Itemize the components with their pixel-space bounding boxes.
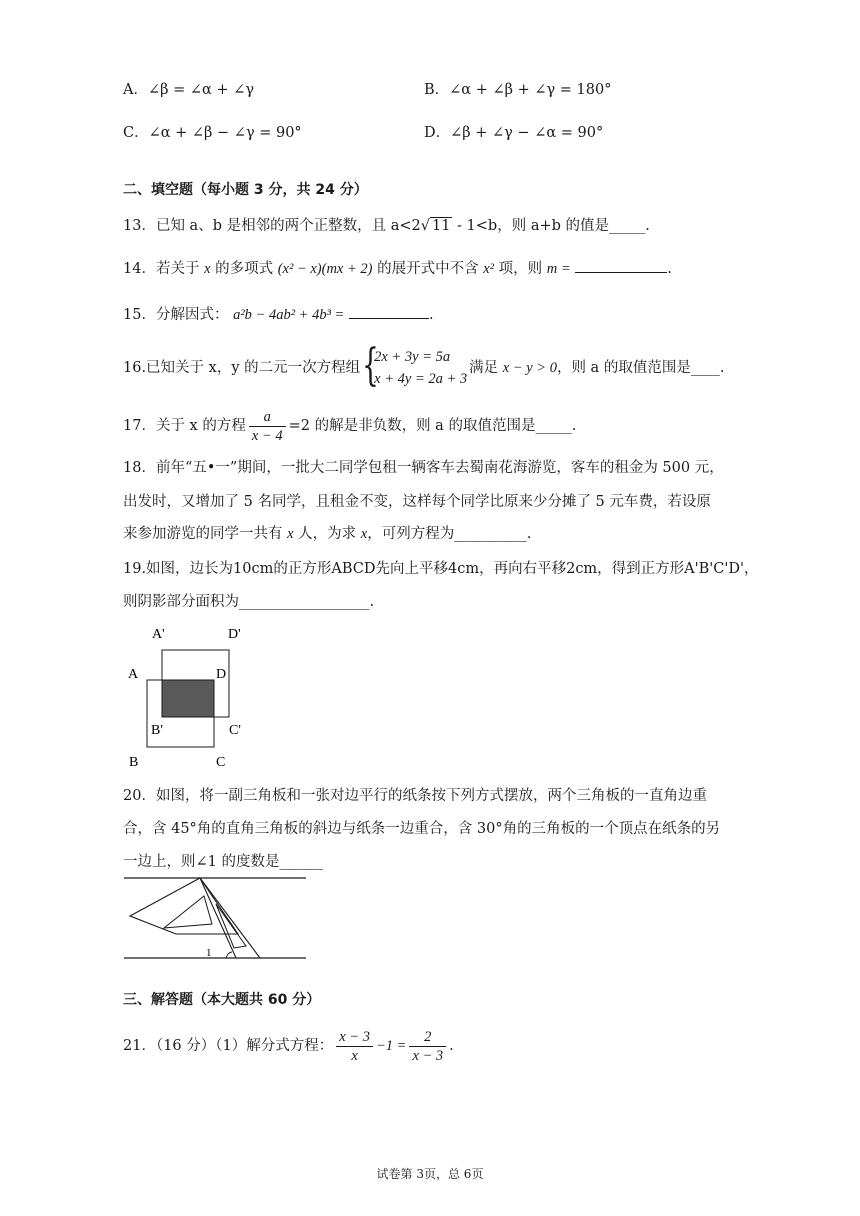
q14-polynomial: (x² − x)(mx + 2) <box>277 261 373 277</box>
question-15 <box>123 304 434 325</box>
q14-m: m = <box>546 261 571 277</box>
label-c-prime: C' <box>229 723 241 738</box>
option-d: D．∠β + ∠γ − ∠α = 90° <box>424 125 604 141</box>
q14-post: 项，则 <box>498 261 543 277</box>
question-21 <box>123 1024 454 1068</box>
q17-numerator: a <box>249 408 286 427</box>
angle-1-arc <box>226 952 232 958</box>
triangle-45-inner <box>164 896 212 928</box>
q21-pre: 21．（16 分）（1）解分式方程： <box>123 1038 334 1054</box>
label-b: B <box>129 755 139 770</box>
q13-text-pre: 13．已知 a、b 是相邻的两个正整数，且 a<2 <box>123 218 421 234</box>
q18-var-x-1: x <box>287 526 294 542</box>
q13-radicand: 11 <box>431 218 451 234</box>
q21-right-denominator: x − 3 <box>412 1047 444 1064</box>
q16-pre: 16.已知关于 x，y 的二元一次方程组 <box>123 360 361 376</box>
question-18-line-2: 出发时，又增加了 5 名同学，且租金不变，这样每个同学比原来少分摊了 5 元车费，若设原 <box>123 494 711 510</box>
question-18-line-3 <box>123 524 531 544</box>
equation-2: x + 4y = 2a + 3 <box>374 371 468 387</box>
q16-mid: 满足 <box>469 360 499 376</box>
page-footer: 试卷第 3页，总 6页 <box>376 1167 484 1181</box>
label-d-prime: D' <box>228 627 241 642</box>
question-18-line-1: 18．前年“五•一”期间，一批大二同学包租一辆客车去蜀南花海游览，客车的租金为 500 元， <box>123 460 724 476</box>
q21-right-numerator: 2 <box>409 1028 446 1047</box>
square-translation-figure <box>120 620 260 770</box>
q15-end: . <box>428 307 434 323</box>
question-20-line-1: 20．如图，将一副三角板和一张对边平行的纸条按下列方式摆放，两个三角板的一直角边重 <box>123 788 707 804</box>
q14-end: . <box>667 261 672 277</box>
q17-denominator: x − 4 <box>251 427 283 444</box>
brace-symbol: { <box>362 340 379 391</box>
question-16 <box>123 340 725 391</box>
q15-expression: a²b − 4ab² + 4b³ = <box>233 307 345 323</box>
q14-pre: 14．若关于 <box>123 261 200 277</box>
label-a: A <box>128 667 139 682</box>
equation-system <box>362 340 468 391</box>
q18-var-x-2: x <box>360 526 368 542</box>
q21-left-numerator: x − 3 <box>336 1028 373 1047</box>
question-17 <box>123 406 576 446</box>
q16-condition: x − y > 0 <box>502 360 557 376</box>
section-title-solve: 三、解答题（本大题共 60 分） <box>123 992 321 1008</box>
q17-fraction <box>249 408 286 445</box>
q14-mid: 的多项式 <box>215 261 274 277</box>
q18-line3a: 来参加游览的同学一共有 <box>123 526 283 542</box>
q21-left-denominator: x <box>351 1047 358 1064</box>
q17-post: =2 的解是非负数，则 a 的取值范围是_____. <box>288 418 577 434</box>
q14-x-squared: x² <box>483 261 494 277</box>
q14-answer-blank <box>575 258 667 273</box>
q21-fraction-left <box>336 1028 373 1065</box>
q14-mid2: 的展开式中不含 <box>377 261 479 277</box>
question-20-line-3: 一边上，则∠1 的度数是______ <box>123 854 323 870</box>
section-title-fill-in: 二、填空题（每小题 3 分，共 24 分） <box>123 182 368 198</box>
option-b: B．∠α + ∠β + ∠γ = 180° <box>424 82 612 98</box>
question-19-line-1: 19.如图，边长为10cm的正方形ABCD先向上平移4cm，再向右平移2cm，得到正方形A'B'C'D'， <box>123 561 759 577</box>
label-d: D <box>216 667 227 682</box>
question-19-line-2: 则阴影部分面积为__________________. <box>123 594 375 610</box>
q15-answer-blank <box>349 304 429 319</box>
question-14 <box>123 258 672 279</box>
q13-text-post: - 1<b，则 a+b 的值是_____. <box>452 218 650 234</box>
sqrt-symbol: √ 11 <box>420 218 451 234</box>
question-20-line-2: 合，含 45°角的直角三角板的斜边与纸条一边重合，含 30°角的三角板的一个顶点在纸条的另 <box>123 821 721 837</box>
triangle-30-inner <box>216 904 246 948</box>
question-13 <box>123 216 650 236</box>
label-c: C <box>216 755 226 770</box>
equation-1: 2x + 3y = 5a <box>374 349 451 365</box>
option-c: C．∠α + ∠β − ∠γ = 90° <box>123 125 302 141</box>
shaded-region <box>162 680 214 717</box>
q18-line3c: ，可列方程为__________. <box>367 526 532 542</box>
q16-post: ，则 a 的取值范围是____. <box>556 360 725 376</box>
q15-pre: 15．分解因式： <box>123 307 229 323</box>
q21-middle: −1 = <box>375 1038 407 1054</box>
triangle-30-outer <box>200 878 260 958</box>
option-a: A．∠β = ∠α + ∠γ <box>123 82 254 98</box>
q14-var-x: x <box>204 261 211 277</box>
q18-line3b: 人，为求 <box>298 526 357 542</box>
label-b-prime: B' <box>151 723 163 738</box>
label-a-prime: A' <box>152 627 165 642</box>
q21-end: . <box>449 1038 454 1054</box>
q17-pre: 17．关于 x 的方程 <box>123 418 246 434</box>
angle-1-label: 1 <box>206 947 212 959</box>
triangle-ruler-figure <box>120 874 310 966</box>
q21-fraction-right <box>409 1028 446 1065</box>
